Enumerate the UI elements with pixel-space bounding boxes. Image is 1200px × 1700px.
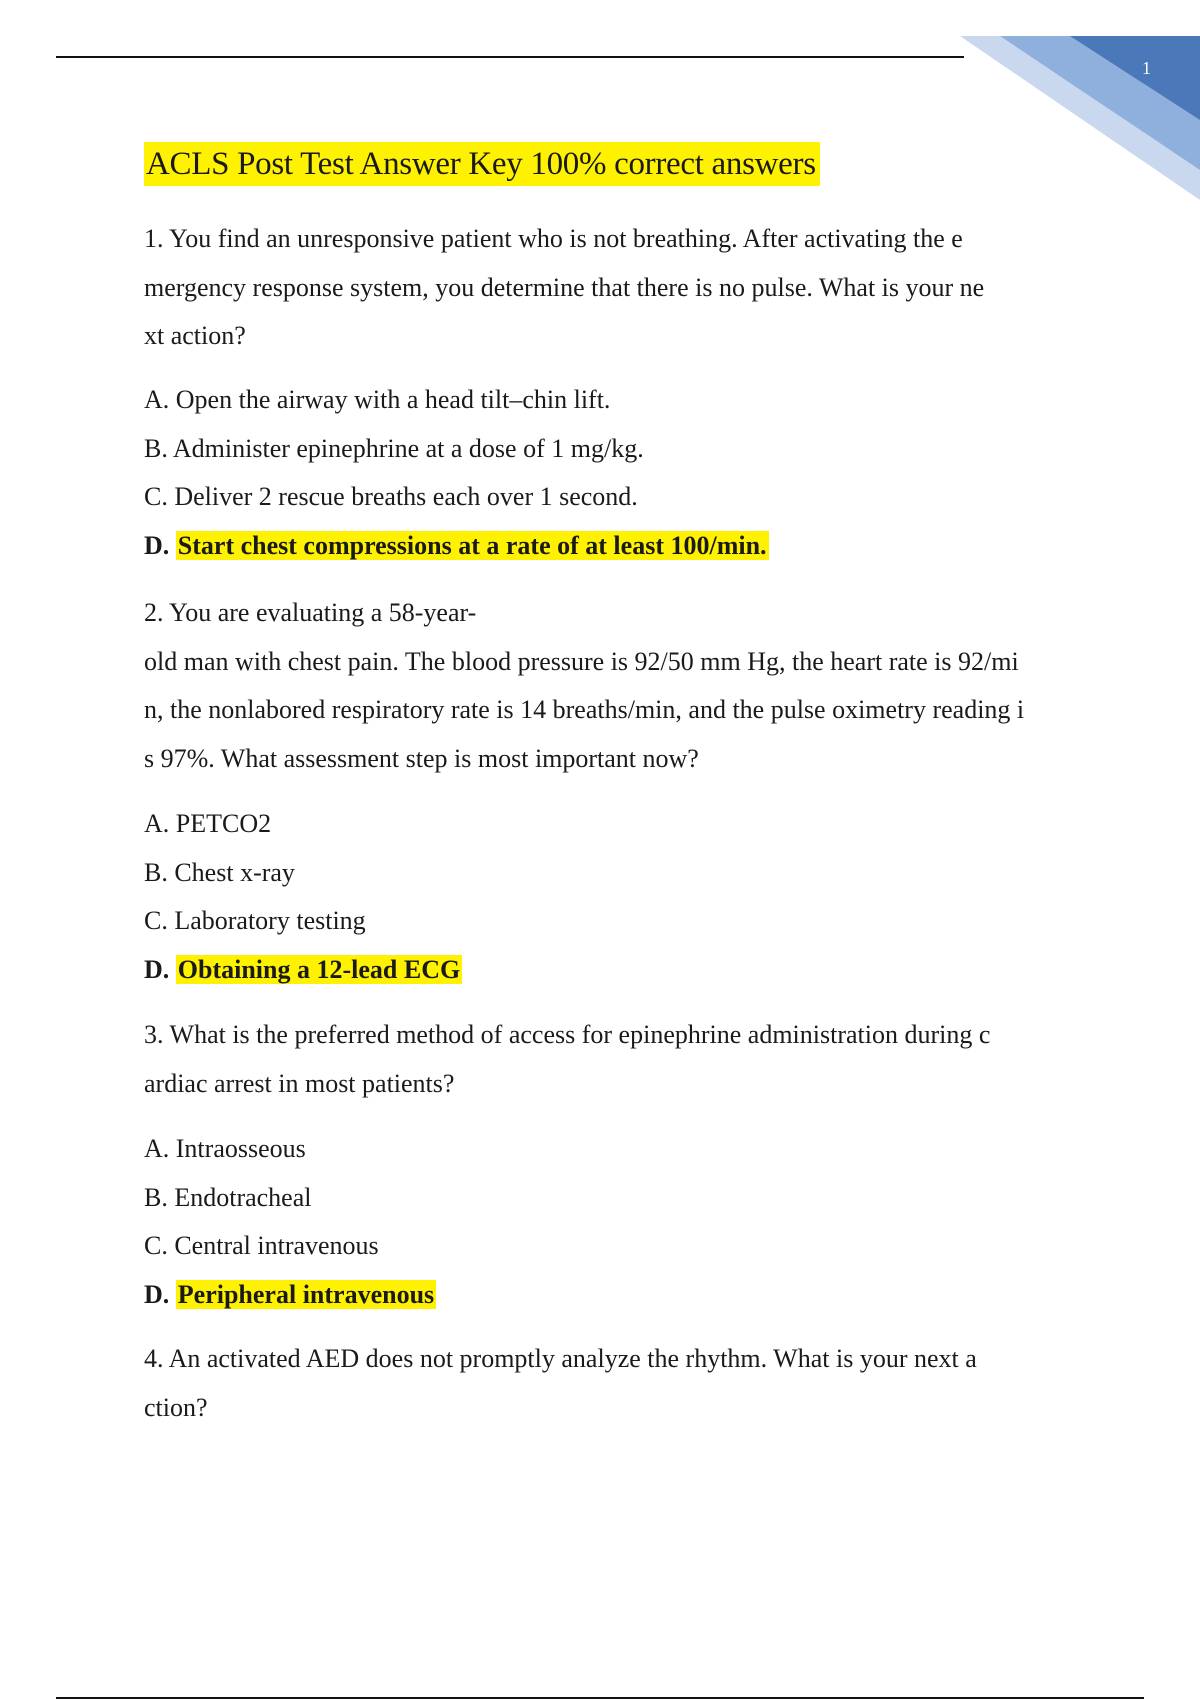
option-c: C. Central intravenous <box>144 1231 379 1260</box>
question-line: 3. What is the preferred method of access for epinephrine administration during c <box>144 1020 991 1049</box>
option-c: C. Deliver 2 rescue breaths each over 1 second. <box>144 482 638 511</box>
question-line: 4. An activated AED does not promptly analyze the rhythm. What is your next a <box>144 1344 977 1373</box>
question-line: ardiac arrest in most patients? <box>144 1068 455 1098</box>
option-b: B. Endotracheal <box>144 1182 312 1212</box>
option-a: A. Open the airway with a head tilt–chin lift. <box>144 385 611 414</box>
highlighted-answer: Obtaining a 12-lead ECG <box>177 954 461 984</box>
option-a: A. PETCO2 <box>144 809 272 838</box>
answer-letter: D. <box>144 1279 170 1309</box>
question-3-options <box>144 1125 1084 1319</box>
option-c: C. Laboratory testing <box>144 906 366 935</box>
question-line: mergency response system, you determine that there is no pulse. What is your ne <box>144 272 985 302</box>
question-line: ction? <box>144 1392 208 1422</box>
highlighted-answer: Start chest compressions at a rate of at least 100/min. <box>177 530 767 560</box>
question-1 <box>144 215 1084 361</box>
answer-letter: D. <box>144 954 170 984</box>
footer-rule <box>56 1697 1144 1699</box>
header-rule <box>56 56 964 58</box>
answer-letter: D. <box>144 530 170 560</box>
question-line: old man with chest pain. The blood pressure is 92/50 mm Hg, the heart rate is 92/mi <box>144 646 1019 676</box>
question-line: 1. You find an unresponsive patient who is not breathing. After activating the e <box>144 224 963 253</box>
correct-option <box>144 1271 1084 1320</box>
option-a: A. Intraosseous <box>144 1134 306 1163</box>
correct-option <box>144 522 1084 571</box>
document-title: ACLS Post Test Answer Key 100% correct answers <box>144 142 820 186</box>
question-1-options <box>144 376 1084 570</box>
question-line: xt action? <box>144 321 246 350</box>
question-2 <box>144 589 1084 783</box>
question-line: s 97%. What assessment step is most important now? <box>144 743 699 773</box>
question-4 <box>144 1335 1084 1432</box>
question-line: 2. You are evaluating a 58-year- <box>144 598 477 627</box>
question-3 <box>144 1011 1084 1108</box>
correct-option <box>144 946 1084 995</box>
corner-decoration <box>960 0 1200 200</box>
highlighted-answer: Peripheral intravenous <box>177 1279 435 1309</box>
question-line: n, the nonlabored respiratory rate is 14 breaths/min, and the pulse oximetry reading i <box>144 695 1025 724</box>
question-2-options <box>144 800 1084 994</box>
option-b: B. Chest x-ray <box>144 857 295 887</box>
option-b: B. Administer epinephrine at a dose of 1 mg/kg. <box>144 433 644 463</box>
page-number: 1 <box>1142 58 1151 78</box>
